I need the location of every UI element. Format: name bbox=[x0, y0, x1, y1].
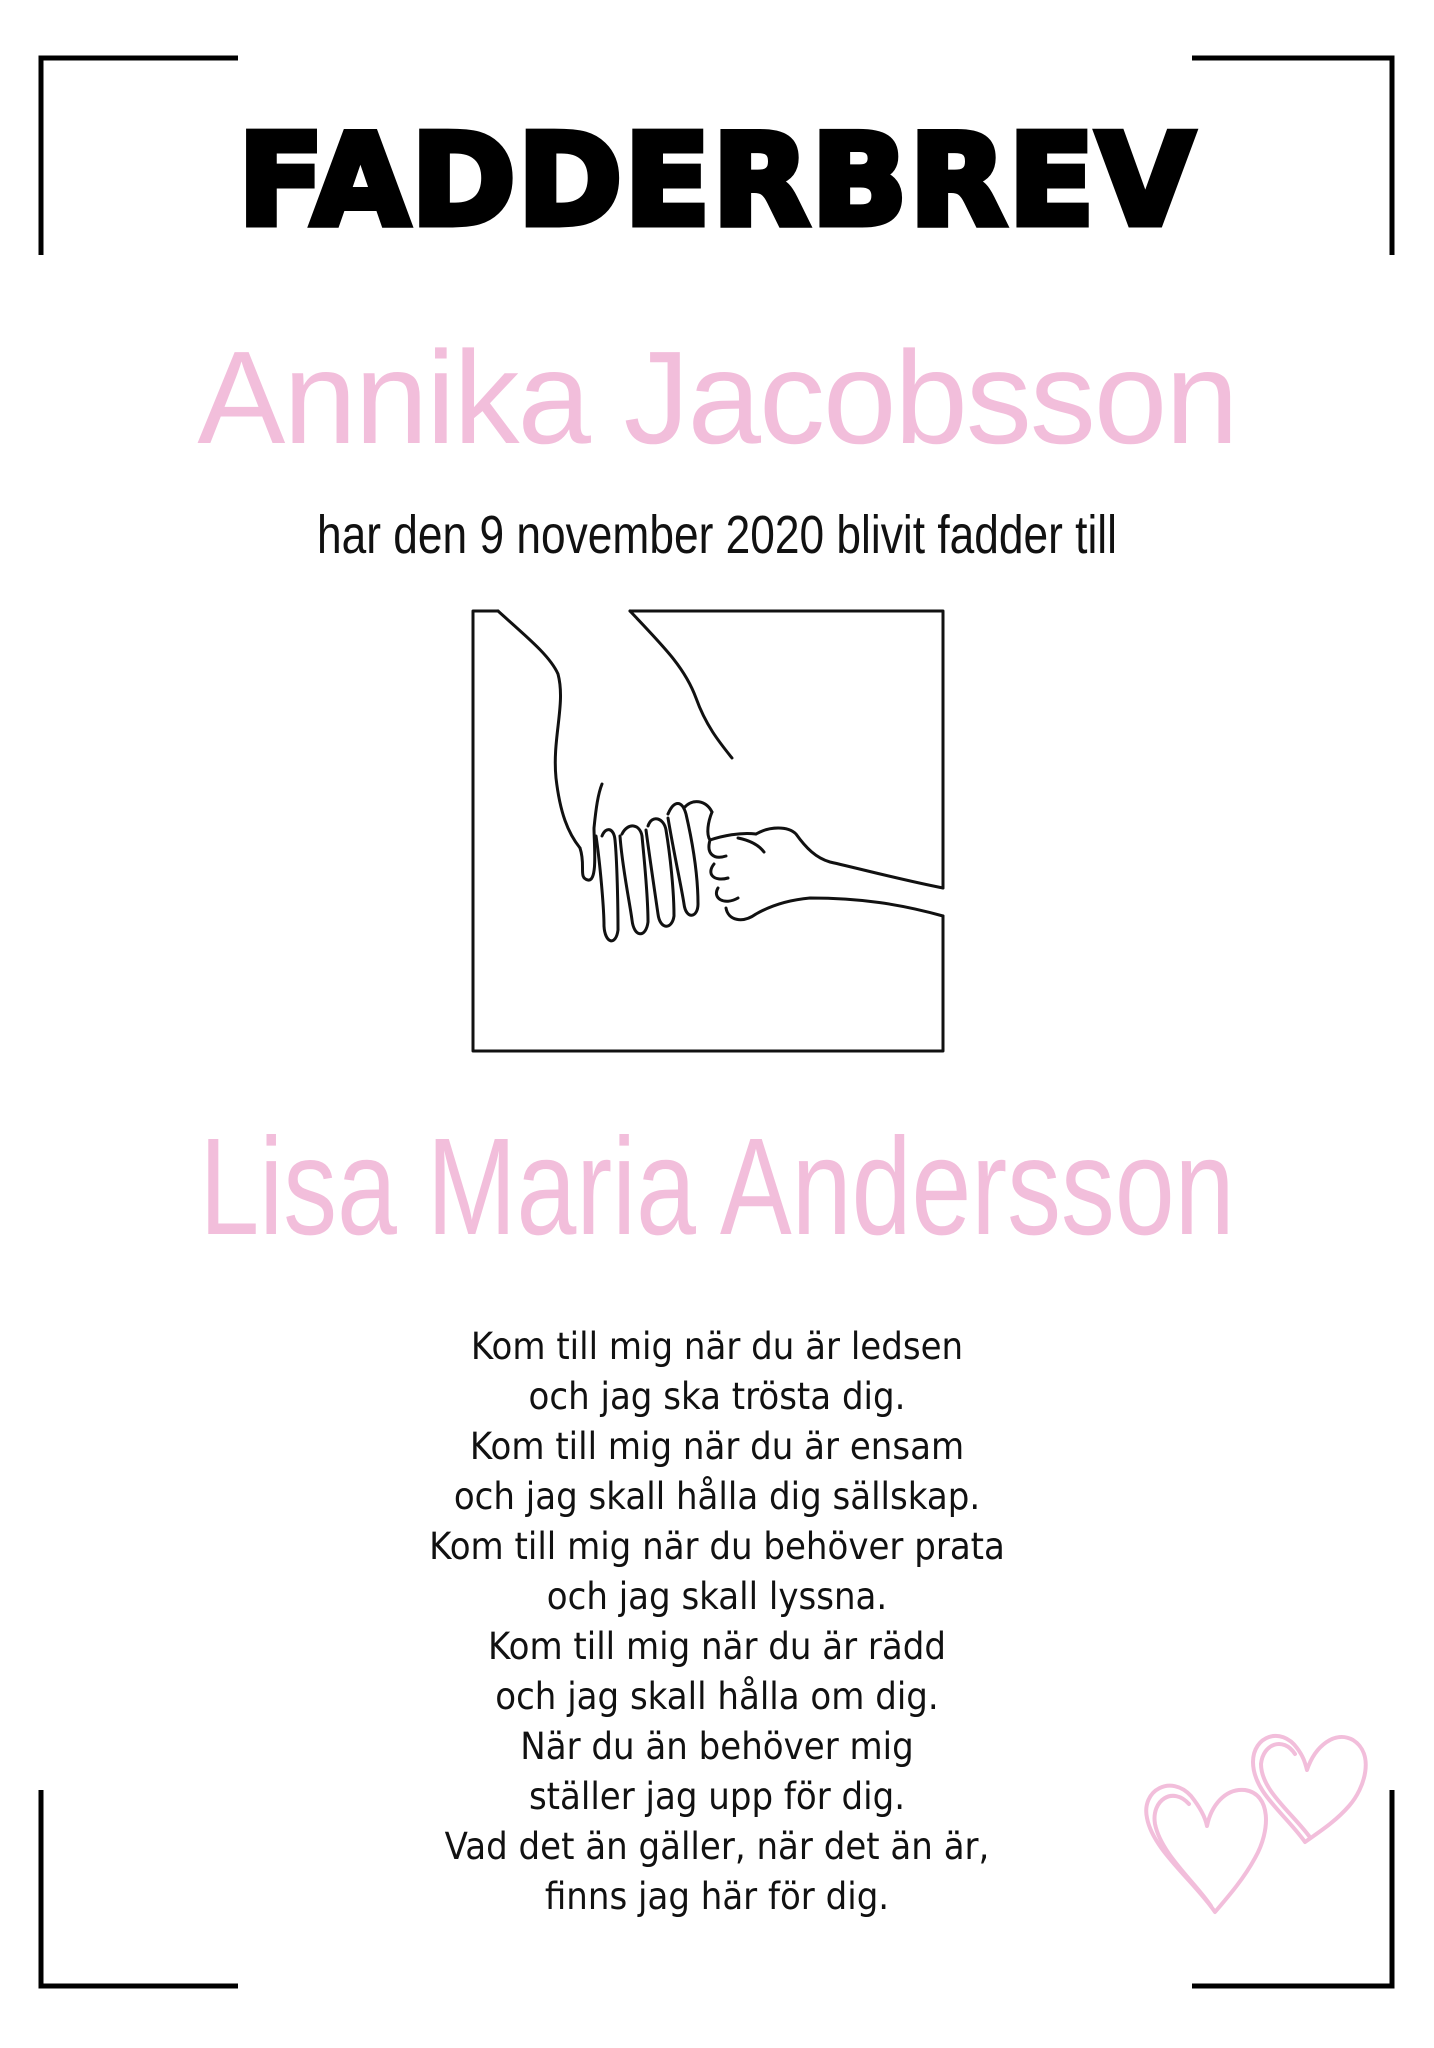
poem-line: ställer jag upp för dig. bbox=[528, 1775, 906, 1818]
poem-line: och jag skall lyssna. bbox=[546, 1575, 888, 1618]
poem-line: och jag ska trösta dig. bbox=[528, 1375, 906, 1418]
poem-line: finns jag här för dig. bbox=[544, 1875, 890, 1918]
intro-line: har den 9 november 2020 blivit fadder till bbox=[317, 505, 1117, 565]
document-title: FADDERBREV bbox=[237, 107, 1197, 254]
poem-line: och jag skall hålla dig sällskap. bbox=[453, 1475, 981, 1518]
godparent-name: Annika Jacobsson bbox=[197, 324, 1237, 471]
poem-line: När du än behöver mig bbox=[520, 1725, 914, 1768]
hands-line-art-icon bbox=[470, 608, 950, 1062]
poem-line: Kom till mig när du är ledsen bbox=[470, 1325, 964, 1368]
poem-line: Vad det än gäller, när det än är, bbox=[444, 1825, 990, 1868]
poem-line: och jag skall hålla om dig. bbox=[495, 1675, 939, 1718]
hearts-icon bbox=[1135, 1700, 1375, 1924]
poem-line: Kom till mig när du behöver prata bbox=[429, 1525, 1005, 1568]
child-name: Lisa Maria Andersson bbox=[199, 1110, 1235, 1264]
poem-line: Kom till mig när du är rädd bbox=[487, 1625, 947, 1668]
poem-line: Kom till mig när du är ensam bbox=[469, 1425, 965, 1468]
